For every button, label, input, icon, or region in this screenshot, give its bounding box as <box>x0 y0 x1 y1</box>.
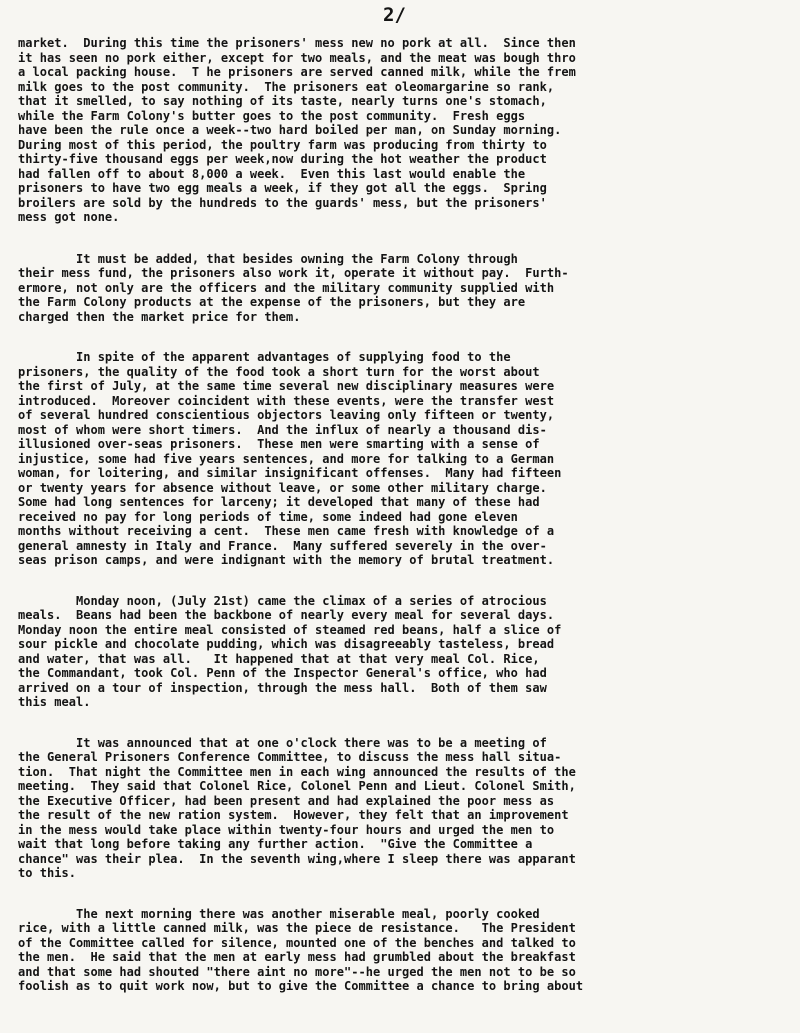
text-line: In spite of the apparent advantages of supplying food to the <box>18 350 511 364</box>
text-line: and water, that was all. It happened that at that very meal Col. Rice, <box>18 651 540 666</box>
text-line: prisoners, the quality of the food took a short turn for the worst about <box>18 364 540 379</box>
paragraph <box>18 350 782 568</box>
text-line: months without receiving a cent. These men came fresh with knowledge of a <box>18 524 555 538</box>
text-line: thirty-five thousand eggs per week,now during the hot weather the product <box>18 152 547 166</box>
text-line: this meal. <box>18 695 91 709</box>
text-line: broilers are sold by the hundreds to the guards' mess, but the prisoners' <box>18 195 547 210</box>
paragraph <box>18 907 782 994</box>
text-line: received no pay for long periods of time, some indeed had gone eleven <box>18 509 518 524</box>
text-line: it has seen no pork either, except for two meals, and the meat was bough thro <box>18 50 576 65</box>
text-line: Monday noon the entire meal consisted of steamed red beans, half a slice of <box>18 622 562 637</box>
body-text <box>18 36 782 1020</box>
text-line: ermore, not only are the officers and the military community supplied with <box>18 280 555 295</box>
text-line: of several hundred conscientious objectors leaving only fifteen or twenty, <box>18 408 555 422</box>
text-line: the men. He said that the men at early mess had grumbled about the breakfast <box>18 950 576 964</box>
text-line: most of whom were short timers. And the influx of nearly a thousand dis- <box>18 422 547 437</box>
text-line: had fallen off to about 8,000 a week. Even this last would enable the <box>18 166 526 181</box>
text-line: Some had long sentences for larceny; it developed that many of these had <box>18 495 540 509</box>
text-line: while the Farm Colony's butter goes to the post community. Fresh eggs <box>18 108 526 123</box>
text-line: the Farm Colony products at the expense of the prisoners, but they are <box>18 295 526 309</box>
text-line: meeting. They said that Colonel Rice, Colonel Penn and Lieut. Colonel Smith, <box>18 779 576 793</box>
page-number: 2/ <box>383 4 406 26</box>
text-line: prisoners to have two egg meals a week, if they got all the eggs. Spring <box>18 181 547 195</box>
text-line: rice, with a little canned milk, was the piece de resistance. The President <box>18 921 576 935</box>
text-line: in the mess would take place within twenty-four hours and urged the men to <box>18 822 555 837</box>
text-line: the first of July, at the same time several new disciplinary measures were <box>18 379 555 393</box>
text-line: introduced. Moreover coincident with these events, were the transfer west <box>18 393 555 408</box>
text-line: of the Committee called for silence, mounted one of the benches and talked to <box>18 935 576 950</box>
text-line: a local packing house. T he prisoners are served canned milk, while the frem <box>18 65 576 79</box>
text-line: market. During this time the prisoners' mess new no pork at all. Since then <box>18 36 576 50</box>
text-line: or twenty years for absence without leave, or some other military charge. <box>18 480 547 495</box>
text-line: sour pickle and chocolate pudding, which was disagreeably tasteless, bread <box>18 637 555 651</box>
text-line: the result of the new ration system. However, they felt that an improvement <box>18 808 569 822</box>
text-line: The next morning there was another miserable meal, poorly cooked <box>18 906 540 921</box>
text-line: their mess fund, the prisoners also work it, operate it without pay. Furth- <box>18 266 569 280</box>
paragraph <box>18 736 782 881</box>
text-line: arrived on a tour of inspection, through the mess hall. Both of them saw <box>18 680 547 695</box>
paragraph <box>18 36 782 225</box>
text-line: meals. Beans had been the backbone of nearly every meal for several days. <box>18 608 555 622</box>
text-line: seas prison camps, and were indignant with the memory of brutal treatment. <box>18 553 555 567</box>
text-line: mess got none. <box>18 210 120 224</box>
text-line: general amnesty in Italy and France. Many suffered severely in the over- <box>18 538 547 553</box>
text-line: chance" was their plea. In the seventh wing,where I sleep there was apparant <box>18 851 576 866</box>
text-line: and that some had shouted "there aint no more"--he urged the men not to be so <box>18 964 576 979</box>
text-line: milk goes to the post community. The prisoners eat oleomargarine so rank, <box>18 79 555 94</box>
text-line: that it smelled, to say nothing of its taste, nearly turns one's stomach, <box>18 94 547 108</box>
text-line: injustice, some had five years sentences, and more for talking to a German <box>18 451 555 466</box>
text-line: the Commandant, took Col. Penn of the Inspector General's office, who had <box>18 666 547 680</box>
text-line: tion. That night the Committee men in each wing announced the results of the <box>18 764 576 779</box>
text-line: charged then the market price for them. <box>18 309 301 324</box>
text-line: Monday noon, (July 21st) came the climax of a series of atrocious <box>18 593 547 608</box>
text-line: the Executive Officer, had been present and had explained the poor mess as <box>18 793 555 808</box>
text-line: have been the rule once a week--two hard boiled per man, on Sunday morning. <box>18 123 562 137</box>
text-line: to this. <box>18 866 76 880</box>
text-line: During most of this period, the poultry farm was producing from thirty to <box>18 137 547 152</box>
text-line: It was announced that at one o'clock there was to be a meeting of <box>18 735 547 750</box>
text-line: the General Prisoners Conference Committee, to discuss the mess hall situa- <box>18 750 562 764</box>
paragraph <box>18 252 782 325</box>
paragraph <box>18 594 782 710</box>
text-line: woman, for loitering, and similar insignificant offenses. Many had fifteen <box>18 466 562 480</box>
text-line: foolish as to quit work now, but to give the Committee a chance to bring about <box>18 979 584 993</box>
text-line: wait that long before taking any further action. "Give the Committee a <box>18 837 533 851</box>
text-line: illusioned over-seas prisoners. These men were smarting with a sense of <box>18 437 540 451</box>
text-line: It must be added, that besides owning the Farm Colony through <box>18 251 518 266</box>
